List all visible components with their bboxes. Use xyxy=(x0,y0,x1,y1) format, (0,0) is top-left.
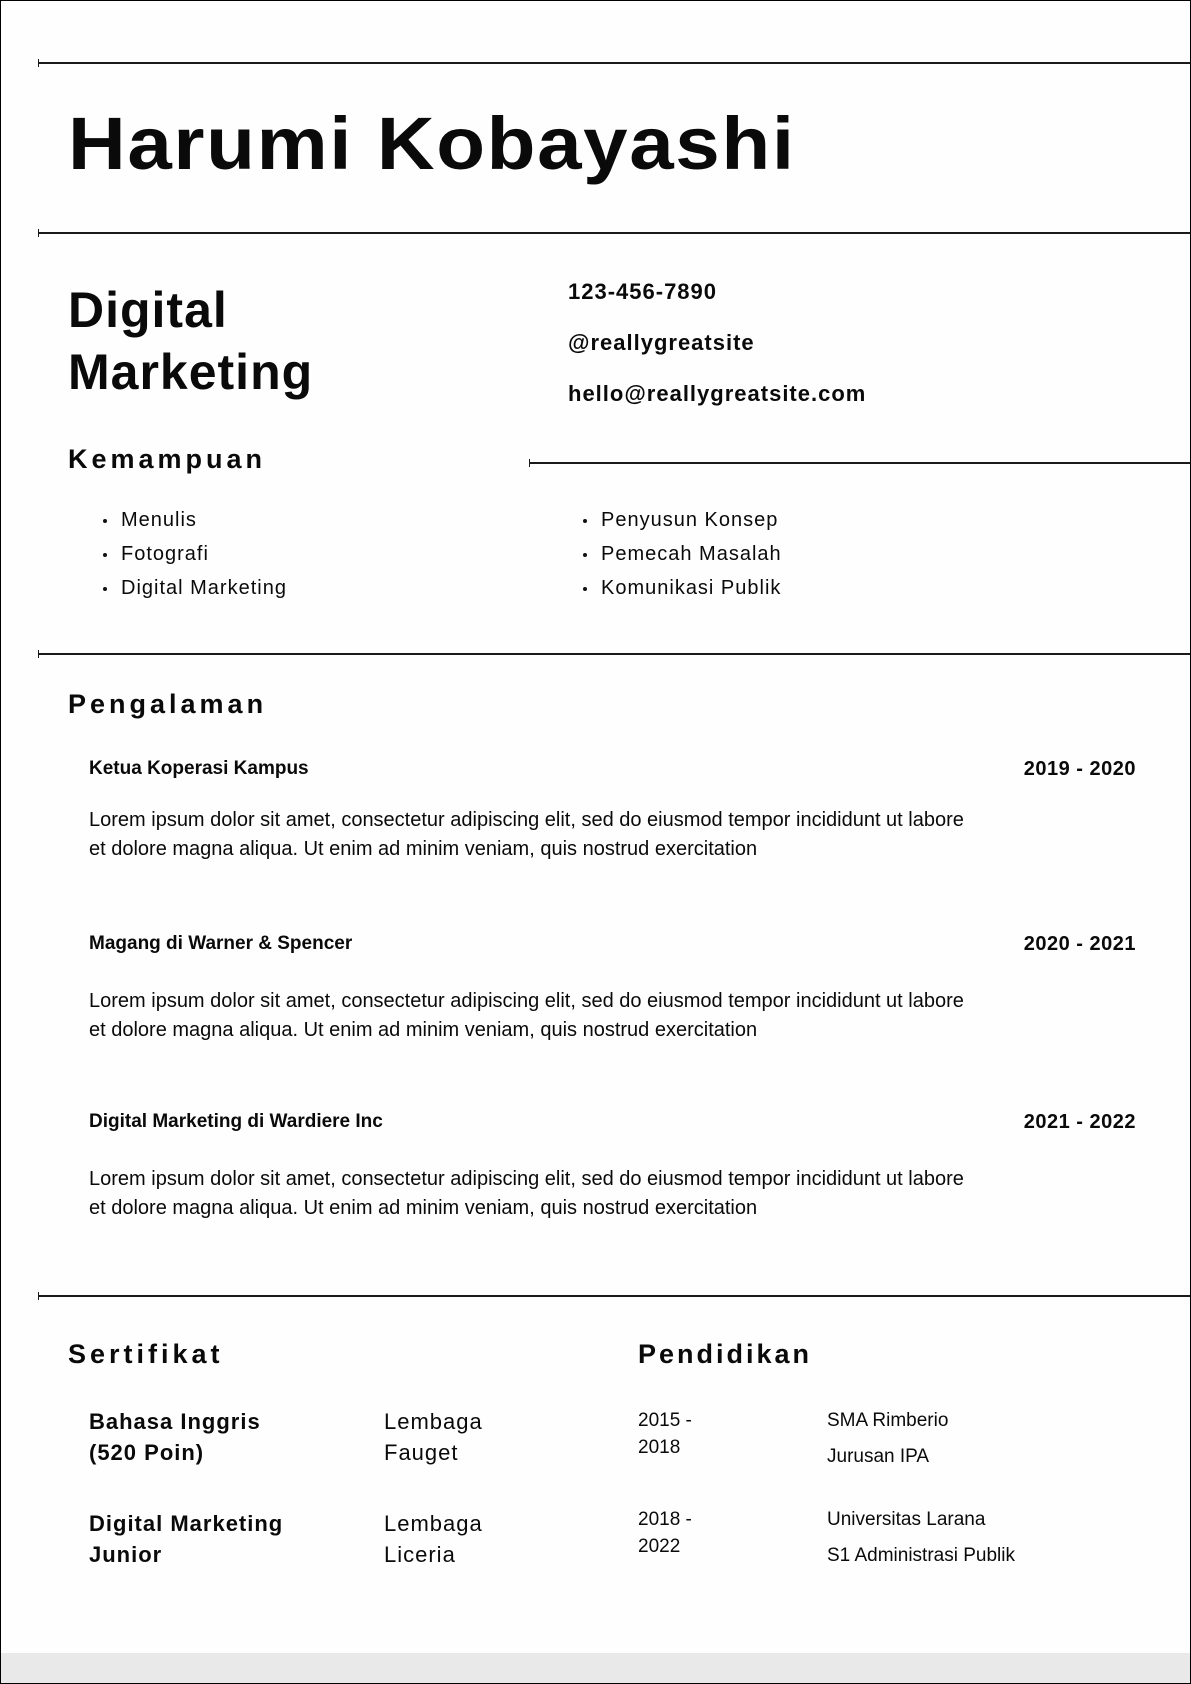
education-school: Universitas Larana xyxy=(827,1509,986,1530)
education-detail xyxy=(827,1403,948,1475)
skills-title: Kemampuan xyxy=(68,444,267,474)
certificate-issuer-line: Lembaga xyxy=(384,1409,483,1434)
experience-years: 2020 - 2021 xyxy=(1023,933,1136,955)
description-line: et dolore magna aliqua. Ut enim ad minim veniam, quis nostrud exercitation xyxy=(89,838,758,860)
page-footer-band xyxy=(1,1653,1190,1683)
contact-email: hello@reallygreatsite.com xyxy=(568,381,867,406)
job-role xyxy=(68,279,313,403)
divider-bottom xyxy=(38,1295,1190,1297)
skill-item: Pemecah Masalah xyxy=(581,537,782,571)
contact-phone: 123-456-7890 xyxy=(568,279,718,304)
experience-job-title: Ketua Koperasi Kampus xyxy=(89,758,309,779)
certificate-item xyxy=(89,1406,261,1468)
education-title: Pendidikan xyxy=(638,1339,813,1369)
skill-item: Fotografi xyxy=(101,537,287,571)
divider-header xyxy=(38,232,1190,234)
certificate-name-line: (520 Poin) xyxy=(89,1440,205,1465)
certificate-name xyxy=(89,1406,261,1468)
contact-info xyxy=(568,279,866,432)
certificate-issuer xyxy=(384,1406,483,1468)
education-years xyxy=(638,1506,692,1560)
experience-years: 2021 - 2022 xyxy=(1023,1111,1136,1133)
divider-experience xyxy=(38,653,1190,655)
experience-job-title: Digital Marketing di Wardiere Inc xyxy=(89,1111,383,1132)
education-major: S1 Administrasi Publik xyxy=(827,1545,1015,1566)
candidate-name: Harumi Kobayashi xyxy=(68,102,796,185)
skill-item: Komunikasi Publik xyxy=(581,571,782,605)
certificate-name-line: Junior xyxy=(89,1542,163,1567)
skills-list-left xyxy=(101,503,287,605)
education-years-line: 2018 - xyxy=(638,1509,692,1530)
description-line: Lorem ipsum dolor sit amet, consectetur adipiscing elit, sed do eiusmod tempor incididunt ut labore xyxy=(89,809,964,831)
skill-item: Digital Marketing xyxy=(101,571,287,605)
experience-description xyxy=(89,1165,1149,1223)
skill-item: Penyusun Konsep xyxy=(581,503,782,537)
certificate-name xyxy=(89,1508,283,1570)
job-role-line1: Digital xyxy=(68,282,228,338)
divider-top xyxy=(38,62,1190,64)
job-role-line2: Marketing xyxy=(68,344,314,400)
description-line: et dolore magna aliqua. Ut enim ad minim veniam, quis nostrud exercitation xyxy=(89,1197,758,1219)
education-school: SMA Rimberio xyxy=(827,1410,949,1431)
experience-job-title: Magang di Warner & Spencer xyxy=(89,933,353,954)
education-years-line: 2015 - xyxy=(638,1410,692,1431)
education-years-line: 2018 xyxy=(638,1437,681,1458)
divider-skills xyxy=(529,462,1190,464)
skill-item: Menulis xyxy=(101,503,287,537)
experience-description xyxy=(89,987,1149,1045)
education-detail xyxy=(827,1502,1015,1574)
skills-list-right xyxy=(581,503,782,605)
description-line: Lorem ipsum dolor sit amet, consectetur adipiscing elit, sed do eiusmod tempor incididunt ut labore xyxy=(89,1168,964,1190)
certificate-name-line: Digital Marketing xyxy=(89,1511,284,1536)
certificate-issuer-line: Liceria xyxy=(384,1542,456,1567)
certificate-name-line: Bahasa Inggris xyxy=(89,1409,261,1434)
education-years xyxy=(638,1407,692,1461)
experience-title: Pengalaman xyxy=(68,689,268,719)
certificate-issuer xyxy=(384,1508,483,1570)
description-line: et dolore magna aliqua. Ut enim ad minim veniam, quis nostrud exercitation xyxy=(89,1019,758,1041)
certificate-issuer-line: Fauget xyxy=(384,1440,459,1465)
experience-years: 2019 - 2020 xyxy=(1023,758,1136,780)
description-line: Lorem ipsum dolor sit amet, consectetur adipiscing elit, sed do eiusmod tempor incididunt ut labore xyxy=(89,990,964,1012)
education-major: Jurusan IPA xyxy=(827,1446,930,1467)
certificates-title: Sertifikat xyxy=(68,1339,224,1369)
experience-description xyxy=(89,806,1149,864)
certificate-issuer-line: Lembaga xyxy=(384,1511,483,1536)
certificate-item xyxy=(89,1508,283,1570)
contact-social: @reallygreatsite xyxy=(568,330,755,355)
education-years-line: 2022 xyxy=(638,1536,681,1557)
